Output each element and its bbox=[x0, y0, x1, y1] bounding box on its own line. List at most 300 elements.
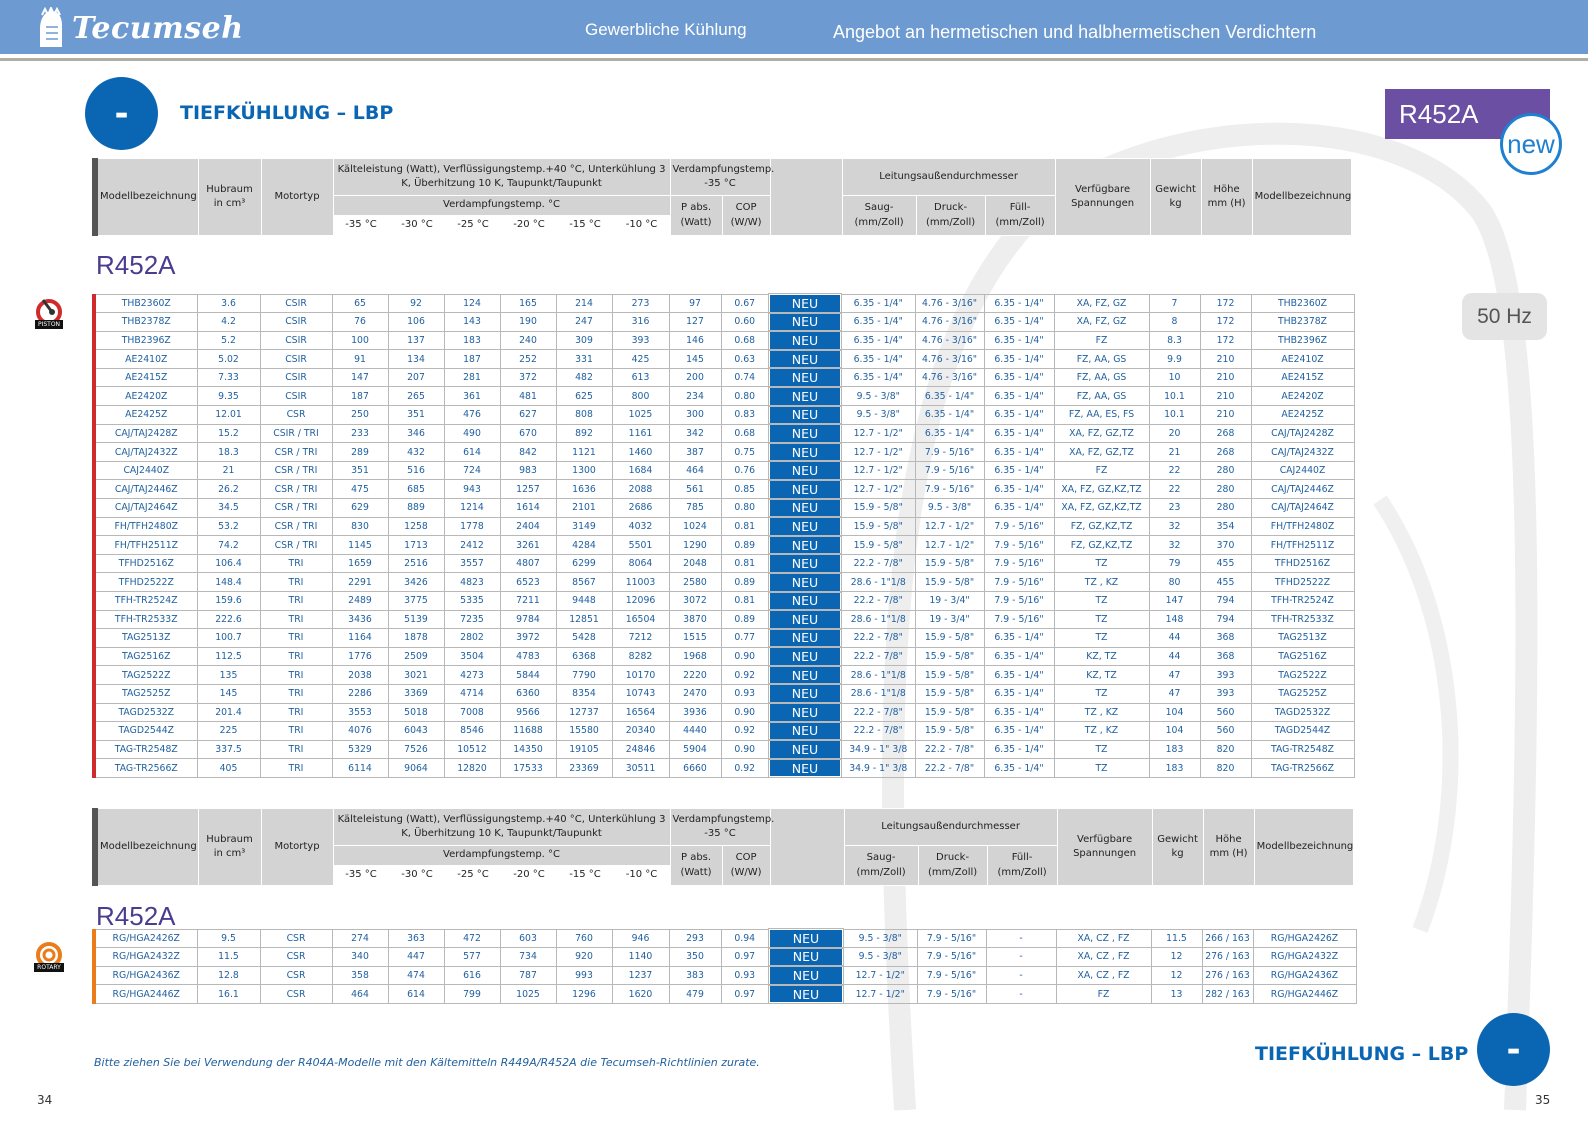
rotary-type-icon bbox=[26, 939, 72, 972]
table-cell: 12 bbox=[1151, 948, 1202, 967]
rotary-table-body bbox=[94, 929, 1356, 1003]
table-row bbox=[94, 948, 1356, 967]
model-cell: AE2420Z bbox=[1251, 387, 1354, 406]
model-cell: CAJ/TAJ2446Z bbox=[94, 480, 197, 499]
table-cell: TRI bbox=[260, 573, 332, 592]
table-cell: CSR / TRI bbox=[260, 536, 332, 555]
table-cell: 76 bbox=[332, 313, 388, 332]
table-cell: TZ bbox=[1054, 629, 1149, 648]
table-cell: 1636 bbox=[556, 480, 612, 499]
new-tag: NEU bbox=[769, 424, 841, 443]
table-cell: - bbox=[986, 948, 1056, 967]
table-cell: 616 bbox=[444, 966, 500, 985]
table-cell: 0.90 bbox=[721, 740, 769, 759]
model-cell: CAJ/TAJ2464Z bbox=[94, 499, 197, 518]
table-cell: 2470 bbox=[669, 684, 721, 703]
col-suction: Saug- (mm/Zoll) bbox=[842, 196, 916, 236]
table-cell: 561 bbox=[669, 480, 721, 499]
table-cell: 2220 bbox=[669, 666, 721, 685]
table-cell: TRI bbox=[260, 759, 332, 778]
table-cell: 6.35 - 1/4" bbox=[984, 499, 1054, 518]
table-cell: 8.3 bbox=[1149, 331, 1200, 350]
table-cell: 4.76 - 3/16" bbox=[915, 368, 984, 387]
table-cell: 16564 bbox=[612, 703, 669, 722]
table-cell: XA, CZ , FZ bbox=[1056, 966, 1151, 985]
table-cell: CSR / TRI bbox=[260, 517, 332, 536]
model-cell: RG/HGA2426Z bbox=[1253, 929, 1356, 948]
table-cell: 247 bbox=[556, 313, 612, 332]
table-cell: 16504 bbox=[612, 610, 669, 629]
header-right-title: Angebot an hermetischen und halbhermetischen Verdichtern bbox=[833, 22, 1317, 42]
table-cell: 23 bbox=[1149, 499, 1200, 518]
table-cell: 1290 bbox=[669, 536, 721, 555]
table-cell: 481 bbox=[500, 387, 556, 406]
table-cell: 22.2 - 7/8" bbox=[915, 759, 984, 778]
table-cell: 19 - 3/4" bbox=[915, 610, 984, 629]
table-cell: 22.2 - 7/8" bbox=[841, 629, 915, 648]
table-cell: 20340 bbox=[612, 722, 669, 741]
table-cell: 12.7 - 1/2" bbox=[841, 461, 915, 480]
table-cell: 560 bbox=[1200, 722, 1251, 741]
table-cell: CSIR bbox=[260, 294, 332, 313]
col-temp: -10 °C bbox=[613, 866, 670, 886]
table-cell: 8546 bbox=[444, 722, 500, 741]
table-cell: 4.76 - 3/16" bbox=[915, 331, 984, 350]
table-cell: 920 bbox=[556, 948, 612, 967]
table-cell: 5501 bbox=[612, 536, 669, 555]
table-cell: 0.75 bbox=[721, 443, 769, 462]
table-cell: CSIR bbox=[260, 368, 332, 387]
table-cell: 350 bbox=[669, 948, 721, 967]
table-cell: 3426 bbox=[388, 573, 444, 592]
table-cell: 15.9 - 5/8" bbox=[915, 703, 984, 722]
table-cell: 32 bbox=[1149, 517, 1200, 536]
table-cell: 24846 bbox=[612, 740, 669, 759]
table-cell: 342 bbox=[669, 424, 721, 443]
table-row bbox=[94, 703, 1354, 722]
table-cell: 222.6 bbox=[197, 610, 260, 629]
new-tag: NEU bbox=[769, 536, 841, 555]
table-cell: CSR / TRI bbox=[260, 443, 332, 462]
col-model: Modellbezeichnung bbox=[95, 809, 198, 886]
table-cell: 14350 bbox=[500, 740, 556, 759]
table-cell: TZ , KZ bbox=[1054, 573, 1149, 592]
table-cell: 0.92 bbox=[721, 722, 769, 741]
table-cell: 2516 bbox=[388, 554, 444, 573]
table-cell: 2686 bbox=[612, 499, 669, 518]
table-cell: 6.35 - 1/4" bbox=[984, 387, 1054, 406]
table-cell: XA, FZ, GZ bbox=[1054, 313, 1149, 332]
table-cell: 233 bbox=[332, 424, 388, 443]
table-cell: 6.35 - 1/4" bbox=[984, 368, 1054, 387]
col-capacity-group: Kälteleistung (Watt), Verflüssigungstemp.+40 °C, Unterkühlung 3 K, Überhitzung 10 K, Taupunkt/Taupunkt bbox=[333, 809, 670, 846]
table-cell: 370 bbox=[1200, 536, 1251, 555]
table-cell: CSIR bbox=[260, 331, 332, 350]
table-cell: 12820 bbox=[444, 759, 500, 778]
table-cell: 9.5 - 3/8" bbox=[843, 929, 917, 948]
model-cell: AE2420Z bbox=[94, 387, 197, 406]
table-cell: 787 bbox=[500, 966, 556, 985]
new-tag: NEU bbox=[769, 666, 841, 685]
table-cell: 6.35 - 1/4" bbox=[984, 406, 1054, 425]
col-pabs: P abs. (Watt) bbox=[670, 196, 722, 236]
table-row bbox=[94, 629, 1354, 648]
table-cell: 0.83 bbox=[721, 406, 769, 425]
model-cell: TAG-TR2548Z bbox=[94, 740, 197, 759]
table-cell: 6.35 - 1/4" bbox=[984, 759, 1054, 778]
new-tag: NEU bbox=[769, 331, 841, 350]
table-cell: 3436 bbox=[332, 610, 388, 629]
table-cell: 15.9 - 5/8" bbox=[915, 722, 984, 741]
table-cell: 32 bbox=[1149, 536, 1200, 555]
table-cell: 0.93 bbox=[721, 966, 769, 985]
table-cell: 316 bbox=[612, 313, 669, 332]
table-cell: 490 bbox=[444, 424, 500, 443]
table-cell: 104 bbox=[1149, 703, 1200, 722]
table-cell: 147 bbox=[332, 368, 388, 387]
table-cell: 5.2 bbox=[197, 331, 260, 350]
table-cell: XA, FZ, GZ bbox=[1054, 294, 1149, 313]
piston-label: PISTON bbox=[35, 320, 63, 329]
table-cell: 10512 bbox=[444, 740, 500, 759]
table-cell: 159.6 bbox=[197, 592, 260, 611]
table-cell: 281 bbox=[444, 368, 500, 387]
table-cell: 1145 bbox=[332, 536, 388, 555]
table-cell: 474 bbox=[388, 966, 444, 985]
table-cell: 7526 bbox=[388, 740, 444, 759]
table-cell: 15.9 - 5/8" bbox=[841, 517, 915, 536]
col-temp: -35 °C bbox=[333, 216, 389, 236]
table-cell: 0.74 bbox=[721, 368, 769, 387]
table-cell: 12.7 - 1/2" bbox=[841, 424, 915, 443]
table-cell: 358 bbox=[332, 966, 388, 985]
model-cell: RG/HGA2446Z bbox=[1253, 985, 1356, 1004]
col-voltages: Verfügbare Spannungen bbox=[1055, 159, 1150, 236]
table-cell: 7.9 - 5/16" bbox=[984, 610, 1054, 629]
table-cell: 1025 bbox=[500, 985, 556, 1004]
header-center-title: Gewerbliche Kühlung bbox=[585, 20, 747, 39]
model-cell: TFH-TR2524Z bbox=[1251, 592, 1354, 611]
table-cell: 6.35 - 1/4" bbox=[984, 647, 1054, 666]
table-cell: 9.5 - 3/8" bbox=[915, 499, 984, 518]
table-cell: 11688 bbox=[500, 722, 556, 741]
table-cell: 476 bbox=[444, 406, 500, 425]
table-cell: 276 / 163 bbox=[1202, 948, 1253, 967]
col-pipe-group: Leitungsaußendurchmesser bbox=[844, 809, 1057, 846]
piston-table bbox=[92, 293, 1355, 778]
table-cell: 3369 bbox=[388, 684, 444, 703]
rotary-label: ROTARY bbox=[34, 963, 64, 972]
col-weight: Gewicht kg bbox=[1150, 159, 1201, 236]
table-cell: 7.9 - 5/16" bbox=[984, 517, 1054, 536]
table-cell: 613 bbox=[612, 368, 669, 387]
table-cell: 165 bbox=[500, 294, 556, 313]
new-tag: NEU bbox=[769, 684, 841, 703]
table-cell: 3.6 bbox=[197, 294, 260, 313]
table-cell: 10 bbox=[1149, 368, 1200, 387]
table-cell: 0.85 bbox=[721, 480, 769, 499]
new-tag: NEU bbox=[769, 740, 841, 759]
table-cell: 603 bbox=[500, 929, 556, 948]
table-cell: 15.9 - 5/8" bbox=[915, 647, 984, 666]
table-cell: 280 bbox=[1200, 480, 1251, 499]
table-cell: 137 bbox=[388, 331, 444, 350]
table-cell: 1776 bbox=[332, 647, 388, 666]
footnote: Bitte ziehen Sie bei Verwendung der R404A-Modelle mit den Kältemitteln R449A/R452A die Tecumseh-Richtlinien zurate. bbox=[94, 1056, 760, 1069]
model-cell: THB2360Z bbox=[94, 294, 197, 313]
table-cell: 372 bbox=[500, 368, 556, 387]
model-cell: TAGD2532Z bbox=[1251, 703, 1354, 722]
header-bar bbox=[0, 0, 1588, 54]
table-cell: 7.9 - 5/16" bbox=[984, 592, 1054, 611]
table-cell: 993 bbox=[556, 966, 612, 985]
table-cell: 65 bbox=[332, 294, 388, 313]
table-cell: 9.5 - 3/8" bbox=[843, 948, 917, 967]
table-row bbox=[94, 406, 1354, 425]
table-cell: 12.7 - 1/2" bbox=[843, 966, 917, 985]
table-cell: 8 bbox=[1149, 313, 1200, 332]
table-cell: 12.7 - 1/2" bbox=[915, 536, 984, 555]
table-cell: FZ, AA, GS bbox=[1054, 368, 1149, 387]
table-cell: 5.02 bbox=[197, 350, 260, 369]
table-cell: 145 bbox=[669, 350, 721, 369]
table-cell: 7.33 bbox=[197, 368, 260, 387]
table-cell: 282 / 163 bbox=[1202, 985, 1253, 1004]
table-cell: 425 bbox=[612, 350, 669, 369]
table-cell: TRI bbox=[260, 610, 332, 629]
new-tag: NEU bbox=[769, 517, 841, 536]
table-cell: 147 bbox=[1149, 592, 1200, 611]
table-cell: 28.6 - 1"1/8 bbox=[841, 573, 915, 592]
table-cell: CSIR bbox=[260, 350, 332, 369]
table-cell: 200 bbox=[669, 368, 721, 387]
table-cell: 340 bbox=[332, 948, 388, 967]
table-cell: 8282 bbox=[612, 647, 669, 666]
table-cell: CSR bbox=[260, 929, 332, 948]
table-cell: XA, CZ , FZ bbox=[1056, 929, 1151, 948]
new-tag: NEU bbox=[769, 406, 841, 425]
table-cell: TZ , KZ bbox=[1054, 722, 1149, 741]
table-cell: 346 bbox=[388, 424, 444, 443]
table-cell: 276 / 163 bbox=[1202, 966, 1253, 985]
table-cell: 21 bbox=[1149, 443, 1200, 462]
table-cell: 4823 bbox=[444, 573, 500, 592]
rotary-table bbox=[92, 928, 1357, 1004]
table-cell: 0.81 bbox=[721, 554, 769, 573]
table-cell: TZ bbox=[1054, 740, 1149, 759]
new-tag: NEU bbox=[769, 985, 843, 1004]
table-cell: 4076 bbox=[332, 722, 388, 741]
table-cell: 47 bbox=[1149, 684, 1200, 703]
col-fill: Füll- (mm/Zoll) bbox=[985, 196, 1055, 236]
table-cell: 6.35 - 1/4" bbox=[841, 368, 915, 387]
table-cell: 6.35 - 1/4" bbox=[984, 313, 1054, 332]
table-cell: TRI bbox=[260, 647, 332, 666]
table-row bbox=[94, 536, 1354, 555]
table-cell: 7.9 - 5/16" bbox=[984, 536, 1054, 555]
table-cell: 387 bbox=[669, 443, 721, 462]
col-temp: -25 °C bbox=[445, 866, 501, 886]
table-cell: 6.35 - 1/4" bbox=[915, 424, 984, 443]
table-cell: 3072 bbox=[669, 592, 721, 611]
model-cell: RG/HGA2436Z bbox=[1253, 966, 1356, 985]
table-cell: 577 bbox=[444, 948, 500, 967]
col-evap-group: Verdampfungstemp. -35 °C bbox=[670, 809, 770, 846]
table-cell: 830 bbox=[332, 517, 388, 536]
table-cell: 800 bbox=[612, 387, 669, 406]
table-cell: 1214 bbox=[444, 499, 500, 518]
col-suction: Saug- (mm/Zoll) bbox=[844, 846, 918, 886]
table-cell: 0.89 bbox=[721, 536, 769, 555]
table-cell: 15.9 - 5/8" bbox=[915, 554, 984, 573]
new-tag: NEU bbox=[769, 294, 841, 313]
section-title: TIEFKÜHLUNG – LBP bbox=[180, 102, 394, 124]
table-cell: 15.9 - 5/8" bbox=[915, 573, 984, 592]
table-cell: 2286 bbox=[332, 684, 388, 703]
table-cell: 22.2 - 7/8" bbox=[841, 647, 915, 666]
table-cell: 97 bbox=[669, 294, 721, 313]
table-cell: 4.76 - 3/16" bbox=[915, 313, 984, 332]
table-cell: TZ bbox=[1054, 759, 1149, 778]
new-tag: NEU bbox=[769, 499, 841, 518]
table-cell: 1161 bbox=[612, 424, 669, 443]
table-cell: XA, FZ, GZ,TZ bbox=[1054, 443, 1149, 462]
table-cell: 383 bbox=[669, 966, 721, 985]
minus-circle-icon bbox=[85, 77, 158, 150]
table-cell: 28.6 - 1"1/8 bbox=[841, 610, 915, 629]
table-cell: 0.92 bbox=[721, 759, 769, 778]
table-cell: 9784 bbox=[500, 610, 556, 629]
table-cell: 455 bbox=[1200, 554, 1251, 573]
new-tag: NEU bbox=[769, 461, 841, 480]
table-cell: 6.35 - 1/4" bbox=[915, 387, 984, 406]
table-cell: 15.9 - 5/8" bbox=[915, 629, 984, 648]
table-cell: CSR bbox=[260, 985, 332, 1004]
col-evap-label: Verdampfungstemp. °C bbox=[333, 196, 670, 216]
table-cell: 2048 bbox=[669, 554, 721, 573]
col-temp: -20 °C bbox=[501, 866, 557, 886]
model-cell: AE2425Z bbox=[94, 406, 197, 425]
table-cell: 629 bbox=[332, 499, 388, 518]
table-cell: 0.77 bbox=[721, 629, 769, 648]
table-cell: 6660 bbox=[669, 759, 721, 778]
col-temp: -30 °C bbox=[389, 216, 445, 236]
model-cell: TFHD2516Z bbox=[94, 554, 197, 573]
table-cell: 1878 bbox=[388, 629, 444, 648]
table-cell: 9.9 bbox=[1149, 350, 1200, 369]
table-cell: 393 bbox=[1200, 666, 1251, 685]
model-cell: CAJ/TAJ2446Z bbox=[1251, 480, 1354, 499]
table-cell: 100 bbox=[332, 331, 388, 350]
table-cell: 6.35 - 1/4" bbox=[984, 443, 1054, 462]
table-row bbox=[94, 387, 1354, 406]
model-cell: RG/HGA2432Z bbox=[1253, 948, 1356, 967]
model-cell: TAGD2544Z bbox=[94, 722, 197, 741]
table-cell: 145 bbox=[197, 684, 260, 703]
table-header-rotary bbox=[92, 808, 1354, 886]
table-cell: 53.2 bbox=[197, 517, 260, 536]
page-number-right: 35 bbox=[1535, 1093, 1551, 1107]
table-cell: 225 bbox=[197, 722, 260, 741]
table-cell: 2509 bbox=[388, 647, 444, 666]
table-cell: 1121 bbox=[556, 443, 612, 462]
table-cell: 0.68 bbox=[721, 331, 769, 350]
brand-logo bbox=[36, 6, 244, 50]
table-cell: 274 bbox=[332, 929, 388, 948]
col-pabs: P abs. (Watt) bbox=[670, 846, 722, 886]
table-cell: 1024 bbox=[669, 517, 721, 536]
table-cell: 10170 bbox=[612, 666, 669, 685]
model-cell: TAG2525Z bbox=[94, 684, 197, 703]
table-cell: 7235 bbox=[444, 610, 500, 629]
new-tag: NEU bbox=[769, 722, 841, 741]
model-cell: TFHD2522Z bbox=[94, 573, 197, 592]
table-cell: 9566 bbox=[500, 703, 556, 722]
table-cell: 6.35 - 1/4" bbox=[984, 684, 1054, 703]
table-cell: 252 bbox=[500, 350, 556, 369]
table-cell: 670 bbox=[500, 424, 556, 443]
table-cell: TRI bbox=[260, 703, 332, 722]
table-cell: 368 bbox=[1200, 647, 1251, 666]
table-cell: 12.7 - 1/2" bbox=[915, 517, 984, 536]
table-cell: 9.35 bbox=[197, 387, 260, 406]
table-cell: XA, CZ , FZ bbox=[1056, 948, 1151, 967]
table-cell: 472 bbox=[444, 929, 500, 948]
col-temp: -25 °C bbox=[445, 216, 501, 236]
table-cell: 2802 bbox=[444, 629, 500, 648]
table-cell: 0.97 bbox=[721, 985, 769, 1004]
col-pipe-group: Leitungsaußendurchmesser bbox=[842, 159, 1055, 196]
table-cell: 820 bbox=[1200, 740, 1251, 759]
col-temp: -15 °C bbox=[557, 216, 613, 236]
frequency-badge: 50 Hz bbox=[1462, 293, 1547, 340]
table-cell: CSR bbox=[260, 948, 332, 967]
table-cell: 3936 bbox=[669, 703, 721, 722]
model-cell: THB2378Z bbox=[94, 313, 197, 332]
new-tag: NEU bbox=[769, 759, 841, 778]
table-cell: 351 bbox=[388, 406, 444, 425]
table-cell: 250 bbox=[332, 406, 388, 425]
model-cell: TFHD2516Z bbox=[1251, 554, 1354, 573]
table-cell: 6.35 - 1/4" bbox=[984, 740, 1054, 759]
model-cell: THB2396Z bbox=[1251, 331, 1354, 350]
table-cell: 614 bbox=[388, 985, 444, 1004]
table-cell: 210 bbox=[1200, 350, 1251, 369]
table-cell: 127 bbox=[669, 313, 721, 332]
col-height: Höhe mm (H) bbox=[1201, 159, 1252, 236]
table-row bbox=[94, 666, 1354, 685]
table-cell: CSIR bbox=[260, 387, 332, 406]
table-cell: 15.9 - 5/8" bbox=[841, 536, 915, 555]
model-cell: RG/HGA2436Z bbox=[94, 966, 197, 985]
table-cell: 0.68 bbox=[721, 424, 769, 443]
table-cell: 3261 bbox=[500, 536, 556, 555]
table-cell: 0.80 bbox=[721, 499, 769, 518]
table-cell: 19 - 3/4" bbox=[915, 592, 984, 611]
table-cell: 3557 bbox=[444, 554, 500, 573]
table-cell: 4440 bbox=[669, 722, 721, 741]
table-cell: 9448 bbox=[556, 592, 612, 611]
table-cell: 143 bbox=[444, 313, 500, 332]
table-cell: 6.35 - 1/4" bbox=[984, 331, 1054, 350]
table-cell: 1713 bbox=[388, 536, 444, 555]
new-tag: NEU bbox=[769, 703, 841, 722]
piston-table-body bbox=[94, 294, 1354, 777]
table-cell: 1620 bbox=[612, 985, 669, 1004]
table-cell: XA, FZ, GZ,TZ bbox=[1054, 424, 1149, 443]
page-number-left: 34 bbox=[37, 1093, 53, 1107]
table-cell: 12.01 bbox=[197, 406, 260, 425]
